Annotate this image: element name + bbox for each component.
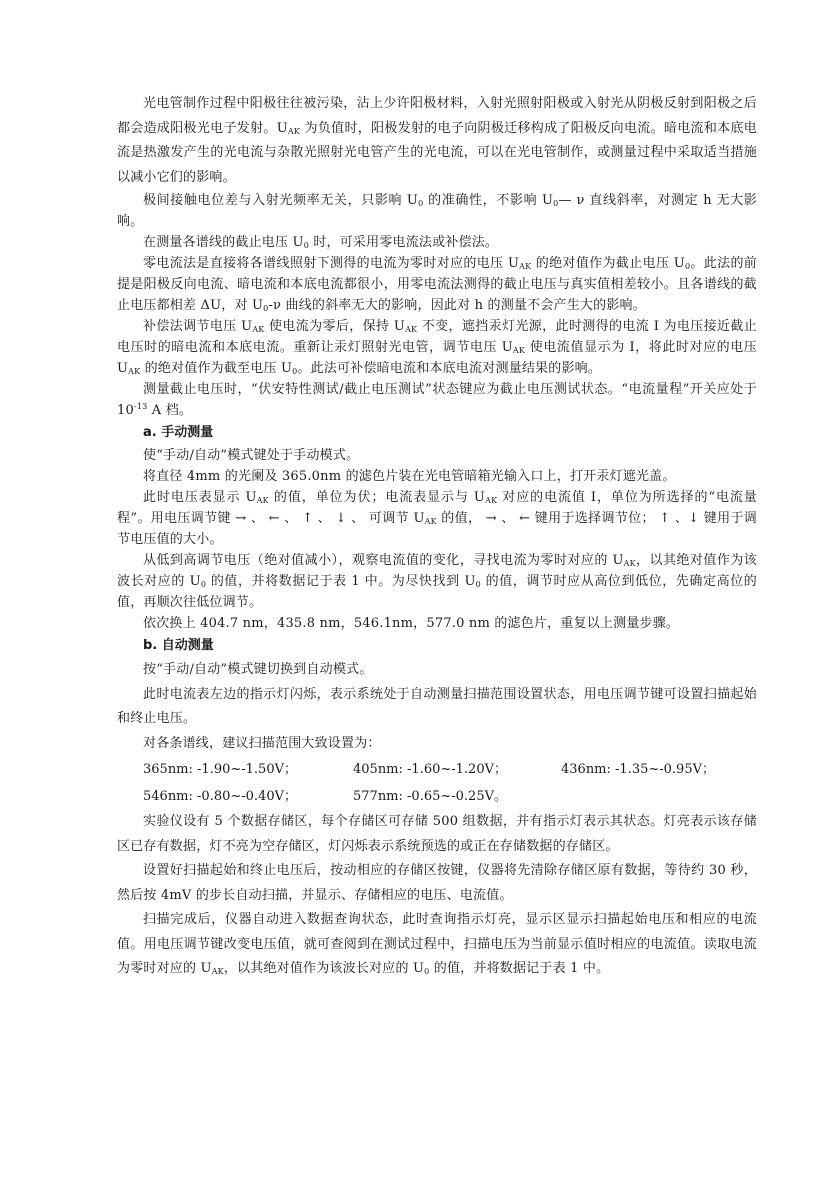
paragraph-auto-mode: 按“手动/自动”模式键切换到自动模式。: [143, 662, 373, 677]
scan-range-row-1: [117, 756, 757, 783]
paragraph-scan-range-setting: 此时电流表左边的指示灯闪烁，表示系统处于自动测量扫描范围设置状态，用电压调节键可设置扫描起始和终止电压。: [117, 686, 757, 726]
paragraph-query-data: 扫描完成后，仪器自动进入数据查询状态，此时查询指示灯亮，显示区显示扫描起始电压和相应的电流值。用电压调节键改变电压值，就可查阅到在测试过程中，扫描电压为当前显示值时相应的电流值。读取电流为零时对应的 $U_{AK}$，以其绝对值作为该波长对应的 $U_0$ 的值，并将数据记于表 1 中。: [117, 912, 757, 976]
paragraph-measurement-settings: 测量截止电压时，“伏安特性测试/截止电压测试”状态键应为截止电压测试状态。“电流量程”开关应处于 $10^{-13}$ A 档。: [117, 382, 757, 418]
scan-range-577: 577nm: -0.65~-0.25V。: [353, 789, 507, 804]
paragraph-storage-areas: 实验仪设有 5 个数据存储区，每个存储区可存储 500 组数据，并有指示灯表示其状态。灯亮表示该存储区已存有数据，灯不亮为空存储区，灯闪烁表示系统预选的或正在存储数据的存储区。: [117, 814, 757, 854]
scan-range-row-2: [117, 783, 757, 810]
paragraph-anode-contamination: 光电管制作过程中阳极往往被污染，沾上少许阳极材料，入射光照射阳极或入射光从阴极反射到阳极之后都会造成阳极光电子发射。$U_{AK}$ 为负值时，阳极发射的电子向阴极迁移构成了阳极反向电流。暗电流和本底电流是热激发产生的光电流与杂散光照射光电管产生的光电流，可以在光电管制作，或测量过程中采取适当措施以减小它们的影响。: [117, 96, 757, 185]
paragraph-zero-current-method: 零电流法是直接将各谱线照射下测得的电流为零时对应的电压 $U_{AK}$ 的绝对值作为截止电压 $U_0$。此法的前提是阳极反向电流、暗电流和本底电流都很小，用零电流法测得的截止电压与真实值相差较小。且各谱线的截止电压都相差 ΔU，对 $U_0-\nu$ 曲线的斜率无大的影响，因此对 h 的测量不会产生大的影响。: [117, 256, 757, 313]
paragraph-manual-mode: 使“手动/自动”模式键处于手动模式。: [143, 448, 360, 463]
paragraph-repeat-filters: 依次换上 404.7 nm，435.8 nm，546.1nm，577.0 nm 的滤色片，重复以上测量步骤。: [143, 616, 680, 631]
section-heading-manual: a. 手动测量: [143, 425, 214, 440]
scan-range-546: 546nm: -0.80~-0.40V；: [143, 789, 297, 804]
scan-range-405: 405nm: -1.60~-1.20V；: [353, 762, 507, 777]
paragraph-install-filter: 将直径 4mm 的光阑及 365.0nm 的滤色片装在光电管暗箱光输入口上，打开汞灯遮光盖。: [143, 469, 676, 484]
paragraph-start-scan: 设置好扫描起始和终止电压后，按动相应的存储区按键，仪器将先清除存储区原有数据，等待约 30 秒，然后按 4mV 的步长自动扫描，并显示、存储相应的电压、电流值。: [117, 863, 757, 903]
section-heading-auto: b. 自动测量: [143, 638, 214, 653]
paragraph-contact-potential: 极间接触电位差与入射光频率无关，只影响 $U_0$ 的准确性，不影响 $U_0—$ ν 直线斜率，对测定 h 无大影响。: [117, 193, 758, 229]
paragraph-adjust-voltage: 从低到高调节电压（绝对值减小），观察电流值的变化，寻找电流为零时对应的 $U_{AK}$，以其绝对值作为该波长对应的 $U_0$ 的值，并将数据记于表 1 中。为尽快找到 $U_0$ 的值，调节时应从高位到低位，先确定高位的值，再顺次往低位调节。: [117, 553, 757, 610]
paragraph-voltage-keys: 此时电压表显示 $U_{AK}$ 的值，单位为伏；电流表显示与 $U_{AK}$ 对应的电流值 I，单位为所选择的“电流量程”。用电压调节键 → 、 ← 、 ↑ 、 ↓ 、 可调节 $U_{AK}$ 的值， → 、 ← 键用于选择调节位； ↑ 、↓ 键用于调节电压值的大小。: [117, 490, 758, 547]
scan-range-436: 436nm: -1.35~-0.95V；: [561, 762, 715, 777]
paragraph-compensation-method: 补偿法调节电压 $U_{AK}$ 使电流为零后，保持 $U_{AK}$ 不变，遮挡汞灯光源，此时测得的电流 I 为电压接近截止电压时的暗电流和本底电流。重新让汞灯照射光电管，调节电压 $U_{AK}$ 使电流值显示为 I，将此时对应的电压 $U_{AK}$ 的绝对值作为截至电压 $U_0$。此法可补偿暗电流和本底电流对测量结果的影响。: [117, 319, 758, 376]
scan-range-365: 365nm: -1.90~-1.50V；: [143, 762, 297, 777]
paragraph-methods-intro: 在测量各谱线的截止电压 $U_0$ 时，可采用零电流法或补偿法。: [143, 235, 499, 250]
document-page: [117, 92, 757, 982]
paragraph-range-intro: 对各条谱线，建议扫描范围大致设置为：: [143, 735, 381, 751]
